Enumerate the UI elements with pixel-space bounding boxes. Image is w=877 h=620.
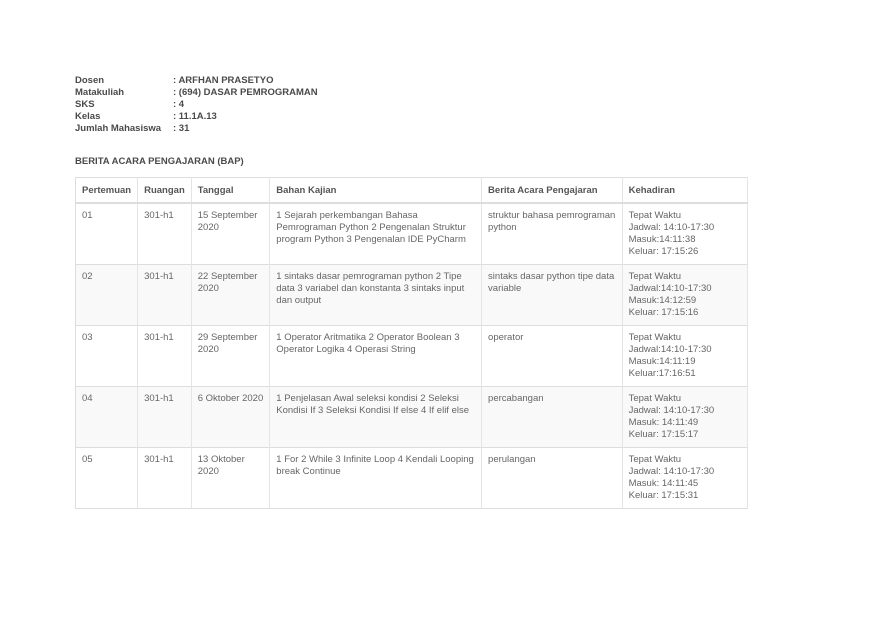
attendance-status: Tepat Waktu — [628, 210, 682, 221]
attendance-status: Tepat Waktu — [628, 332, 682, 343]
cell-ruangan: 301-h1 — [138, 265, 192, 326]
cell-ruangan: 301-h1 — [138, 326, 192, 387]
table-row — [76, 265, 748, 326]
info-label: Kelas — [75, 111, 101, 122]
cell-berita-acara: struktur bahasa pemrograman python — [482, 203, 623, 265]
attendance-jadwal: Jadwal: 14:10-17:30 — [628, 466, 715, 477]
attendance-keluar: Keluar: 17:15:31 — [628, 490, 699, 501]
column-header-kehadiran: Kehadiran — [622, 178, 747, 204]
attendance-keluar: Keluar:17:16:51 — [628, 368, 696, 379]
info-row-kelas — [75, 111, 318, 123]
cell-tanggal: 13 Oktober 2020 — [191, 448, 270, 509]
course-info — [75, 75, 318, 135]
info-label: SKS — [75, 99, 95, 110]
info-value: : 31 — [173, 123, 190, 134]
info-value: : 4 — [173, 99, 185, 110]
attendance-keluar: Keluar: 17:15:17 — [628, 429, 699, 440]
table-row — [76, 326, 748, 387]
table-row — [76, 203, 748, 265]
info-label: Jumlah Mahasiswa — [75, 123, 162, 134]
cell-berita-acara: perulangan — [482, 448, 623, 509]
info-value: : (694) DASAR PEMROGRAMAN — [173, 87, 318, 98]
attendance-keluar: Keluar: 17:15:26 — [628, 246, 699, 257]
attendance-status: Tepat Waktu — [628, 271, 682, 282]
bap-table — [75, 177, 748, 509]
column-header-pertemuan: Pertemuan — [76, 178, 138, 204]
cell-ruangan: 301-h1 — [138, 448, 192, 509]
table-row — [76, 448, 748, 509]
column-header-bahan-kajian: Bahan Kajian — [270, 178, 482, 204]
attendance-status: Tepat Waktu — [628, 393, 682, 404]
info-row-jumlah — [75, 123, 318, 135]
cell-pertemuan: 04 — [76, 387, 138, 448]
cell-kehadiran — [622, 265, 747, 326]
cell-bahan-kajian: 1 Penjelasan Awal seleksi kondisi 2 Seleksi Kondisi If 3 Seleksi Kondisi If else 4 If elif else — [270, 387, 482, 448]
info-row-matakuliah — [75, 87, 318, 99]
cell-pertemuan: 02 — [76, 265, 138, 326]
cell-kehadiran — [622, 326, 747, 387]
attendance-masuk: Masuk:14:11:19 — [628, 356, 696, 367]
info-row-dosen — [75, 75, 318, 87]
info-label: Dosen — [75, 75, 105, 86]
attendance-jadwal: Jadwal:14:10-17:30 — [628, 344, 712, 355]
cell-bahan-kajian: 1 Operator Aritmatika 2 Operator Boolean 3 Operator Logika 4 Operasi String — [270, 326, 482, 387]
cell-berita-acara: percabangan — [482, 387, 623, 448]
cell-ruangan: 301-h1 — [138, 387, 192, 448]
attendance-jadwal: Jadwal: 14:10-17:30 — [628, 405, 715, 416]
column-header-berita-acara: Berita Acara Pengajaran — [482, 178, 623, 204]
cell-berita-acara: sintaks dasar python tipe data variable — [482, 265, 623, 326]
cell-bahan-kajian: 1 Sejarah perkembangan Bahasa Pemrograman Python 2 Pengenalan Struktur program Python 3 Pengenalan IDE PyCharm — [270, 203, 482, 265]
cell-tanggal: 15 September 2020 — [191, 203, 270, 265]
info-row-sks — [75, 99, 318, 111]
cell-pertemuan: 03 — [76, 326, 138, 387]
cell-kehadiran — [622, 203, 747, 265]
cell-bahan-kajian: 1 For 2 While 3 Infinite Loop 4 Kendali Looping break Continue — [270, 448, 482, 509]
attendance-masuk: Masuk:14:12:59 — [628, 295, 697, 306]
info-value: : 11.1A.13 — [173, 111, 217, 122]
attendance-masuk: Masuk:14:11:38 — [628, 234, 696, 245]
cell-pertemuan: 05 — [76, 448, 138, 509]
cell-bahan-kajian: 1 sintaks dasar pemrograman python 2 Tipe data 3 variabel dan konstanta 3 sintaks input dan output — [270, 265, 482, 326]
cell-tanggal: 29 September 2020 — [191, 326, 270, 387]
table-header-row — [76, 178, 748, 204]
column-header-tanggal: Tanggal — [191, 178, 270, 204]
cell-tanggal: 22 September 2020 — [191, 265, 270, 326]
column-header-ruangan: Ruangan — [138, 178, 192, 204]
cell-tanggal: 6 Oktober 2020 — [191, 387, 270, 448]
attendance-jadwal: Jadwal: 14:10-17:30 — [628, 222, 715, 233]
info-label: Matakuliah — [75, 87, 125, 98]
attendance-jadwal: Jadwal:14:10-17:30 — [628, 283, 712, 294]
cell-pertemuan: 01 — [76, 203, 138, 265]
section-title: BERITA ACARA PENGAJARAN (BAP) — [75, 156, 244, 167]
info-value: : ARFHAN PRASETYO — [173, 75, 274, 86]
cell-berita-acara: operator — [482, 326, 623, 387]
attendance-status: Tepat Waktu — [628, 454, 682, 465]
cell-kehadiran — [622, 448, 747, 509]
table-row — [76, 387, 748, 448]
cell-ruangan: 301-h1 — [138, 203, 192, 265]
attendance-masuk: Masuk: 14:11:45 — [628, 478, 699, 489]
attendance-keluar: Keluar: 17:15:16 — [628, 307, 699, 318]
cell-kehadiran — [622, 387, 747, 448]
attendance-masuk: Masuk: 14:11:49 — [628, 417, 699, 428]
